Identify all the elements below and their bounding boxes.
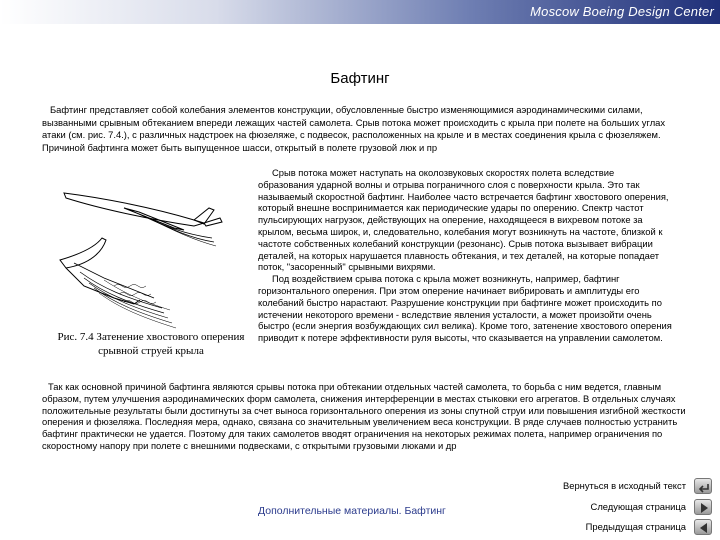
page-title: Бафтинг <box>330 70 390 87</box>
right-column <box>258 167 672 344</box>
right-paragraph-2: Под воздействием срыва потока с крыла может возникнуть, например, бафтинг горизонтального оперения. При этом оперение начинает вибрировать и амплитуды его колебаний быстро нарастают. Разрушение конструкции при бафтинге может происходить по истечении некоторого времени - вследствие явления усталости, а может произойти очень быстро (если энергия возбуждающих сил велика). Кроме того, затенение хвостового оперения приводит к потере эффективности руля высоты, что сказывается на управлении самолетом. <box>258 273 672 344</box>
figure-caption: Рис. 7.4 Затенение хвостового оперения срывной струей крыла <box>57 331 245 357</box>
next-arrow-icon[interactable] <box>694 499 712 515</box>
prev-page-link[interactable]: Предыдущая страница <box>585 521 686 532</box>
bottom-paragraph: Так как основной причиной бафтинга являются срывы потока при обтекании отдельных частей самолета, то борьба с ним ведется, главным образом, путем улучшения аэродинамических форм самолета, снижения интерференции в местах стыковки его агрегатов. В отдельных случаях положительные результаты были достигнуты за счет выноса горизонтального оперения из зоны спутной струи или повышения изгибной жесткости оперения и фюзеляжа. Последняя мера, однако, связана со значительным увеличением веса конструкции. В ряде случаев полностью устранить бафтинг практически не удается. Поэтому для таких самолетов вводят ограничения на некоторых режимах полета, например ограничения по скоростному напору при полете с внешними подвесками, с открытыми грузовыми люками и др <box>42 381 686 451</box>
brand-title: Moscow Boeing Design Center <box>530 4 714 19</box>
return-icon[interactable] <box>694 478 712 494</box>
wake-shadowing-illustration <box>44 168 258 333</box>
right-paragraph-1: Срыв потока может наступать на околозвуковых скоростях полета вследствие образования ударной волны и отрыва пограничного слоя с поверхности крыла. Это так называемый скоростной бафтинг. Наиболее часто встречается бафтинг хвостового оперения, который внешне воспринимается как периодические удары по оперению. Спектр частот пульсирующих нагрузок, действующих на оперение, находящееся в вихревом потоке за крылом, весьма широк, и, следовательно, колебания могут возникнуть на частоте, близкой к частоте собственных колебаний конструкции (резонанс). Срыв потока вызывает вибрации деталей, на которых нарушается плавность обтекания, и тех деталей, на которые попадает поток, "засоренный" срывными вихрями. <box>258 167 669 273</box>
next-page-link[interactable]: Следующая страница <box>590 501 686 512</box>
prev-arrow-icon[interactable] <box>694 519 712 535</box>
return-link[interactable]: Вернуться в исходный текст <box>562 480 686 491</box>
extra-materials-link[interactable]: Дополнительные материалы. Бафтинг <box>258 505 446 517</box>
header-banner <box>0 0 720 24</box>
intro-paragraph: Бафтинг представляет собой колебания элементов конструкции, обусловленные быстро изменяющимися аэродинамическими силами, вызванными срывным обтеканием впереди лежащих частей самолета. Срыв потока может происходить с крыла при полете на больших углах атаки (см. рис. 7.4.), с различных надстроек на фюзеляже, с подвесок, расположенных на крыле и в местах соединения крыла с фюзеляжем. Причиной бафтинга может быть выпущенное шасси, открытый в полете грузовой люк и пр <box>42 104 666 153</box>
